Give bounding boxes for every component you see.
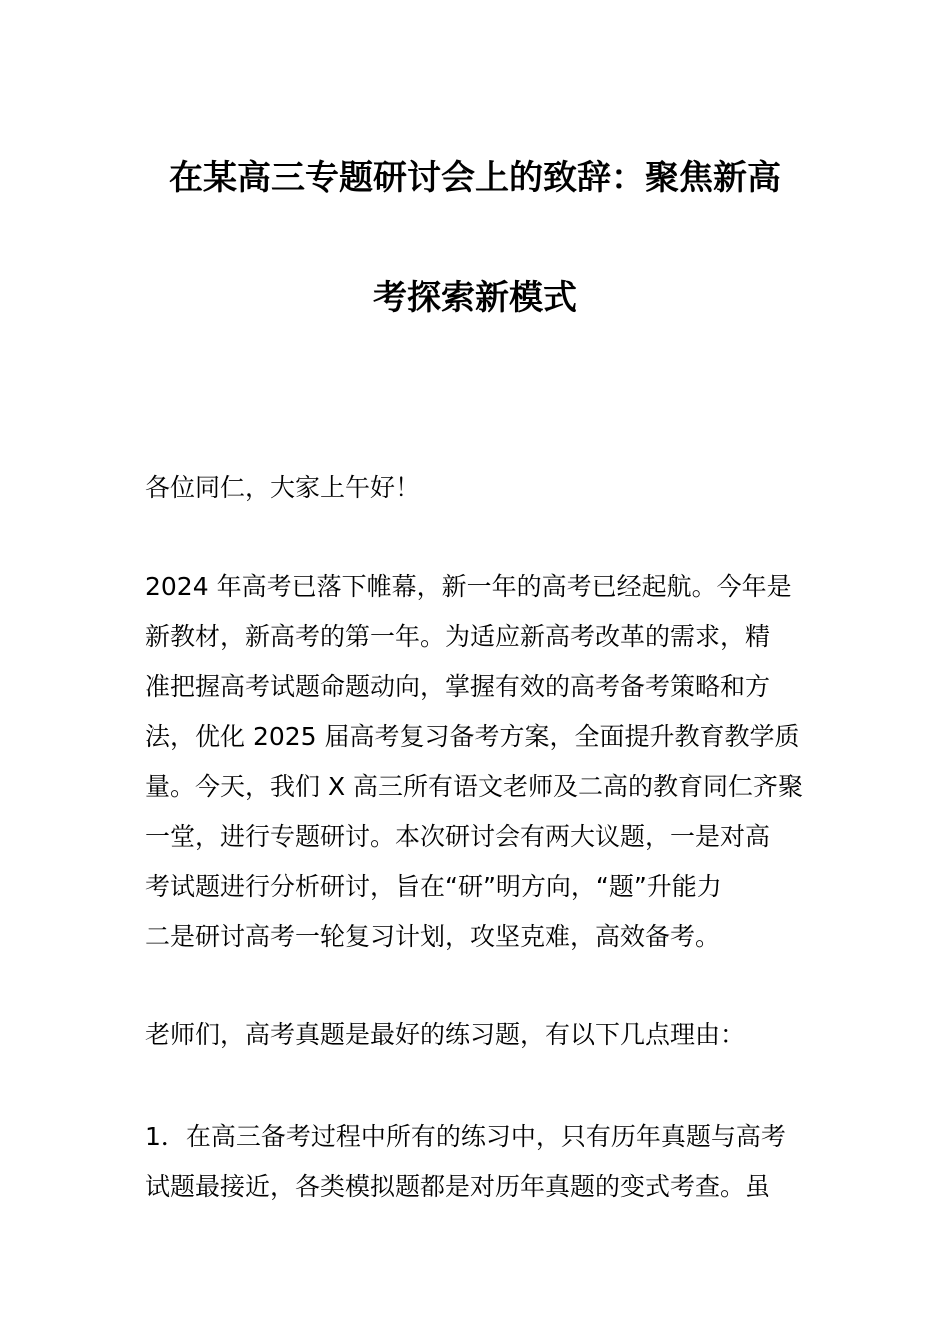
paragraph-line: 法，优化 2025 届高考复习备考方案，全面提升教育教学质 (145, 722, 800, 751)
paragraph-line: 老师们，高考真题是最好的练习题，有以下几点理由： (145, 1020, 746, 1049)
paragraph-line: 二是研讨高考一轮复习计划，攻坚克难，高效备考。 (145, 922, 721, 951)
document-title-line-2: 考探索新模式 (373, 278, 577, 318)
paragraph-line: 一堂，进行专题研讨。本次研讨会有两大议题，一是对高 (145, 822, 771, 851)
reasons-intro-paragraph (145, 1010, 825, 1060)
paragraph-line: 新教材，新高考的第一年。为适应新高考改革的需求，精 (145, 622, 771, 651)
paragraph-line: 准把握高考试题命题动向，掌握有效的高考备考策略和方 (145, 672, 771, 701)
greeting-paragraph (145, 463, 825, 513)
paragraph-line: 试题最接近，各类模拟题都是对历年真题的变式考查。虽 (145, 1172, 771, 1201)
paragraph-line: 2024 年高考已落下帷幕，新一年的高考已经起航。今年是 (145, 572, 792, 601)
reason-one-paragraph (145, 1112, 825, 1212)
document-title-line-1: 在某高三专题研讨会上的致辞：聚焦新高 (169, 158, 781, 198)
paragraph-line: 各位同仁，大家上午好！ (145, 473, 421, 502)
paragraph-line: 量。今天，我们 X 高三所有语文老师及二高的教育同仁齐聚 (145, 772, 804, 801)
paragraph-line: 考试题进行分析研讨，旨在“研”明方向，“题”升能力 (145, 872, 722, 901)
intro-paragraph (145, 562, 825, 962)
paragraph-line: 1．在高三备考过程中所有的练习中，只有历年真题与高考 (145, 1122, 786, 1151)
